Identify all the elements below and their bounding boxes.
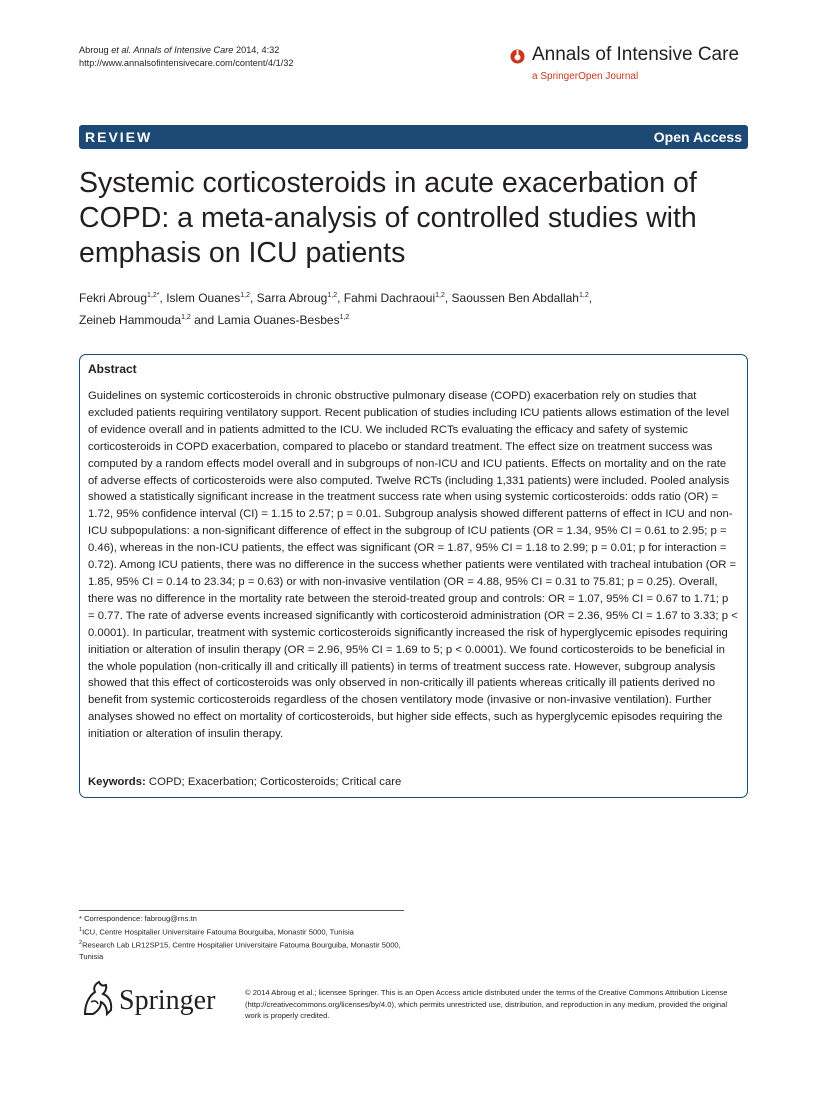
author-name: Sarra Abroug <box>256 291 328 305</box>
correspondence: * Correspondence: fabroug@rns.tn <box>79 914 197 923</box>
article-url[interactable]: http://www.annalsofintensivecare.com/content/4/1/32 <box>79 58 294 68</box>
author-name: Zeineb Hammouda <box>79 313 182 327</box>
author-name: Saoussen Ben Abdallah <box>451 291 579 305</box>
journal-subtitle: a SpringerOpen Journal <box>532 71 639 82</box>
author-name: Lamia Ouanes-Besbes <box>217 313 340 327</box>
author-separator: , <box>444 291 452 305</box>
author-affiliation-marker: 1,2 <box>435 292 445 299</box>
author-affiliation-marker: 1,2 <box>339 314 350 321</box>
open-access-label: Open Access <box>653 129 742 145</box>
author-affiliation-marker: 1,2 <box>327 292 338 299</box>
abstract-box <box>79 354 748 798</box>
author-affiliation-marker: 1,2 <box>181 314 191 321</box>
publisher-name: Springer <box>119 985 216 1016</box>
author-affiliation-marker: 1,2 <box>240 292 250 299</box>
journal-name: Annals of Intensive Care <box>532 44 740 65</box>
affiliation-1: $^1$ICU, Centre Hospitalier Universitaire Fatouma Bourguiba, Monastir 5000, Tunisia <box>79 926 354 937</box>
article-type-label: REVIEW <box>85 129 153 145</box>
author-affiliation-marker: 1,2* <box>147 292 160 299</box>
article-type-banner <box>79 125 748 149</box>
author-list <box>79 286 759 330</box>
author-separator: , <box>588 291 593 305</box>
keywords-text: COPD; Exacerbation; Corticosteroids; Critical care <box>145 776 402 788</box>
author-separator: , <box>337 291 344 305</box>
citation-line: Abroug et al. Annals of Intensive Care 2014, 4:32 <box>79 45 280 55</box>
abstract-body: Guidelines on systemic corticosteroids in chronic obstructive pulmonary disease (COPD) exacerbation rely on studies that excluded patients requiring ventilatory support. Recent publication of studies including ICU patients allows estimation of the level of evidence overall and in patients admitted to the ICU. We included RCTs evaluating the efficacy and safety of systemic corticosteroids in COPD exacerbation, compared to placebo or standard treatment. The effect size on treatment success was computed by a random effects model overall and in subgroups of non-ICU and ICU patients. Effects on mortality and on the rate of adverse effects of corticosteroids were also computed. Twelve RCTs (including 1,331 patients) were included. Pooled analysis showed a statistically significant increase in the treatment success rate when using systemic corticosteroids: odds ratio (OR) = 1.72, 95% confidence interval (CI) = 1.15 to 2.57; p = 0.01. Subgroup analysis showed different patterns of effect in ICU and non-ICU subpopulations: a non-significant difference of effect in the subgroup of ICU patients (OR = 1.34, 95% CI = 0.61 to 2.95; p = 0.46), whereas in the non-ICU patients, the effect was significant (OR = 1.87, 95% CI = 1.18 to 2.99; p = 0.01; p for interaction = 0.72). Among ICU patients, there was no difference in the success whether patients were ventilated with tracheal intubation (OR = 1.85, 95% CI = 0.14 to 23.34; p = 0.63) or with non-invasive ventilation (OR = 4.88, 95% CI = 0.31 to 75.81; p = 0.25). Overall, there was no difference in the mortality rate between the steroid-treated group and controls: OR = 1.07, 95% CI = 0.67 to 1.71; p = 0.77. The rate of adverse events increased significantly with corticosteroid administration (OR = 2.36, 95% CI = 1.67 to 3.33; p < 0.0001). In particular, treatment with systemic corticosteroids significantly increased the risk of hyperglycemic episodes requiring initiation or alteration of insulin therapy (OR = 2.96, 95% CI = 1.69 to 5; p < 0.0001). We found corticosteroids to be beneficial in the whole population (non-critically ill and critically ill patients) in terms of treatment success rate. However, subgroup analysis showed that this effect of corticosteroids was only observed in non-critically ill patients whereas critically ill patients derived no benefit from systemic corticosteroids regardless of the chosen ventilatory mode (invasive or non-invasive ventilation). Further analyses showed no effect on mortality of corticosteroids, but higher side effects, such as hyperglycemic episodes requiring the initiation or alteration of insulin therapy. <box>88 390 738 741</box>
keywords <box>88 776 401 788</box>
license-text: © 2014 Abroug et al.; licensee Springer. This is an Open Access article distributed under the terms of the Creative Commons Attribution License (http://creativecommons.org/licenses/by/4.0), which permits unrestricted use, distribution, and reproduction in any medium, provided the original work is properly credited. <box>245 988 728 1020</box>
footnote-divider <box>79 910 404 911</box>
author-name: Fahmi Dachraoui <box>343 291 436 305</box>
affiliation-2: $^2$Research Lab LR12SP15, Centre Hospitalier Universitaire Fatouma Bourguiba, Monastir 5000, Tunisia <box>79 939 401 961</box>
author-affiliation-marker: 1,2 <box>578 292 589 299</box>
author-separator: and <box>190 313 218 327</box>
citation-header <box>79 44 294 70</box>
author-separator: , <box>249 291 257 305</box>
springer-horse-icon <box>79 980 115 1018</box>
keywords-label: Keywords: <box>88 776 146 788</box>
article-title: Systemic corticosteroids in acute exacerbation of COPD: a meta-analysis of controlled studies with emphasis on ICU patients <box>79 167 697 269</box>
author-name: Islem Ouanes <box>166 291 241 305</box>
author-separator: , <box>159 291 167 305</box>
abstract-heading: Abstract <box>88 362 137 376</box>
footnotes <box>79 913 409 962</box>
author-name: Fekri Abroug <box>79 291 148 305</box>
journal-logo-icon <box>510 49 525 64</box>
